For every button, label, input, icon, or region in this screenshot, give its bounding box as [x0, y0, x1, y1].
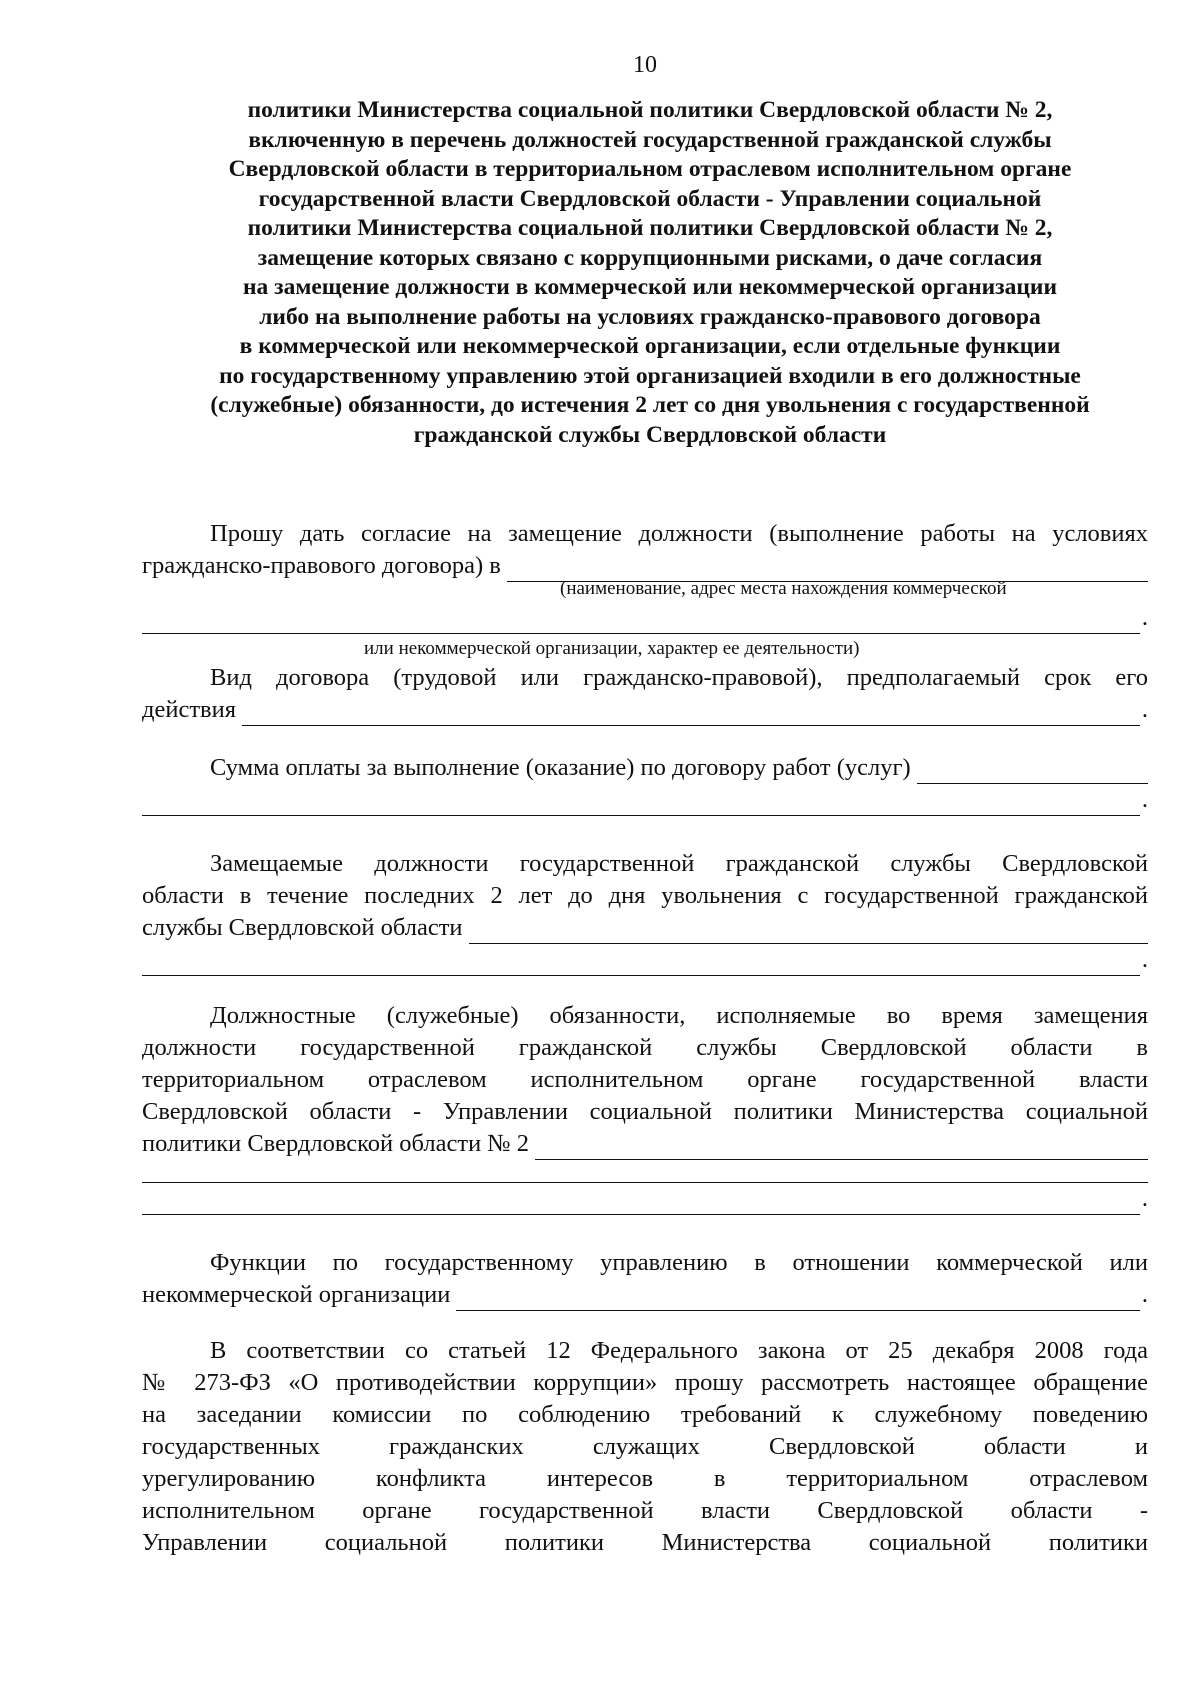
positions-field-continued[interactable]	[142, 953, 1140, 976]
end-mark: .	[1141, 1185, 1148, 1212]
title-line: государственной власти Свердловской области - Управлении социальной	[258, 185, 1042, 212]
payment-amount-field[interactable]	[917, 761, 1148, 784]
request-line: гражданско-правового договора) в	[142, 552, 501, 579]
duties-paragraph	[142, 1000, 1148, 1215]
closing-line: на заседании комиссии по соблюдению требований к служебному поведению	[142, 1401, 1148, 1428]
closing-line: исполнительном органе государственной власти Свердловской области -	[142, 1497, 1148, 1524]
closing-paragraph	[142, 1335, 1148, 1559]
contract-term-field[interactable]	[242, 703, 1140, 726]
duties-line: должности государственной гражданской службы Свердловской области в	[142, 1034, 1148, 1061]
title-line: политики Министерства социальной политики Свердловской области № 2,	[247, 97, 1053, 123]
duties-line: политики Свердловской области № 2	[142, 1130, 530, 1157]
contract-type-line: Вид договора (трудовой или гражданско-правовой), предполагаемый срок его	[210, 664, 1148, 691]
functions-field[interactable]	[456, 1288, 1140, 1311]
duties-line: Свердловской области - Управлении социальной политики Министерства социальной	[142, 1098, 1148, 1125]
functions-line: некоммерческой организации	[142, 1281, 451, 1308]
title-line: включенную в перечень должностей государственной гражданской службы	[248, 126, 1052, 153]
request-paragraph	[142, 518, 1148, 582]
title-line: либо на выполнение работы на условиях гражданско-правового договора	[259, 303, 1041, 330]
title-line: политики Министерства социальной политики Свердловской области № 2,	[247, 215, 1053, 241]
page-number: 10	[633, 52, 657, 78]
document-title	[130, 96, 1170, 450]
request-line: Прошу дать согласие на замещение должности (выполнение работы на условиях	[210, 520, 1148, 547]
functions-paragraph	[142, 1247, 1148, 1311]
request-continuation	[142, 602, 1148, 634]
title-line: (служебные) обязанности, до истечения 2 лет со дня увольнения с государственной	[210, 392, 1090, 418]
title-line: на замещение должности в коммерческой или некоммерческой организации	[242, 274, 1057, 300]
organization-hint-top: (наименование, адрес места нахождения коммерческой	[560, 578, 1007, 599]
end-mark: .	[1141, 696, 1148, 723]
payment-line: Сумма оплаты за выполнение (оказание) по договору работ (услуг)	[210, 754, 911, 781]
closing-line: Управлении социальной политики Министерства социальной политики	[142, 1529, 1148, 1556]
closing-line: В соответствии со статьей 12 Федерального закона от 25 декабря 2008 года	[210, 1337, 1148, 1364]
functions-line: Функции по государственному управлению в отношении коммерческой или	[210, 1249, 1148, 1276]
payment-paragraph	[142, 752, 1148, 816]
end-mark: .	[1141, 946, 1148, 973]
closing-line: № 273-ФЗ «О противодействии коррупции» прошу рассмотреть настоящее обращение	[142, 1369, 1148, 1396]
positions-line: Замещаемые должности государственной гражданской службы Свердловской	[210, 850, 1148, 877]
duties-field[interactable]	[535, 1137, 1148, 1160]
payment-amount-field-continued[interactable]	[142, 793, 1140, 816]
duties-field-continued[interactable]	[142, 1160, 1148, 1183]
title-line: Свердловской области в территориальном отраслевом исполнительном органе	[228, 156, 1072, 182]
positions-field[interactable]	[469, 921, 1148, 944]
contract-type-paragraph	[142, 662, 1148, 726]
duties-line: Должностные (служебные) обязанности, исполняемые во время замещения	[210, 1002, 1148, 1029]
end-mark: .	[1141, 1281, 1148, 1308]
contract-type-line: действия	[142, 696, 236, 723]
organization-hint-bottom: или некоммерческой организации, характер ее деятельности)	[364, 638, 860, 659]
positions-paragraph	[142, 848, 1148, 976]
duties-field-continued[interactable]	[142, 1192, 1140, 1215]
title-line: по государственному управлению этой организацией входили в его должностные	[219, 362, 1081, 389]
closing-line: государственных гражданских служащих Свердловской области и	[142, 1433, 1148, 1460]
duties-line: территориальном отраслевом исполнительном органе государственной власти	[142, 1066, 1148, 1093]
positions-line: области в течение последних 2 лет до дня увольнения с государственной гражданской	[142, 882, 1148, 909]
organization-field-continued[interactable]	[142, 611, 1140, 634]
positions-line: службы Свердловской области	[142, 914, 463, 941]
end-mark: .	[1141, 604, 1148, 631]
end-mark: .	[1141, 786, 1148, 813]
title-line: замещение которых связано с коррупционными рисками, о даче согласия	[257, 244, 1043, 271]
title-line: гражданской службы Свердловской области	[413, 421, 887, 448]
closing-line: урегулированию конфликта интересов в территориальном отраслевом	[142, 1465, 1148, 1492]
title-line: в коммерческой или некоммерческой организации, если отдельные функции	[239, 333, 1061, 359]
